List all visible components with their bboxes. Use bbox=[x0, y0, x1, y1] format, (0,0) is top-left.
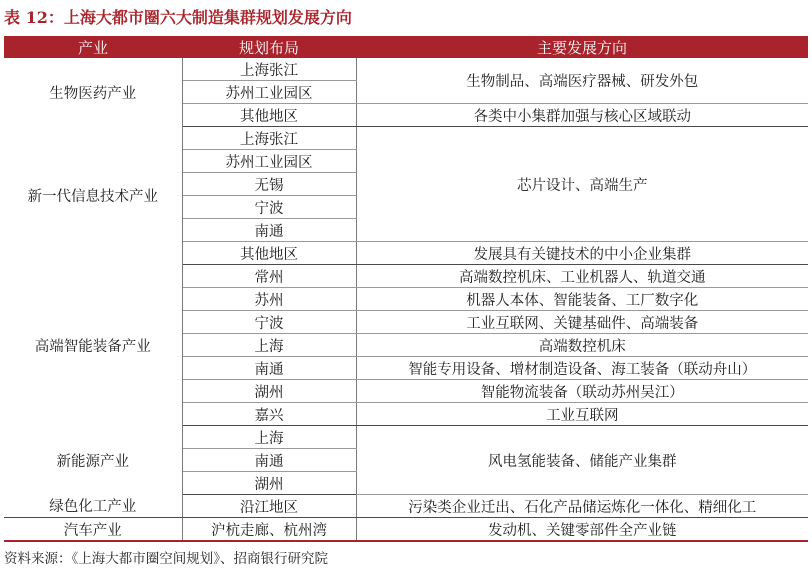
layout-cell: 湖州 bbox=[182, 380, 356, 403]
layout-cell: 上海张江 bbox=[182, 58, 356, 81]
table-row bbox=[4, 265, 808, 288]
layout-cell: 其他地区 bbox=[182, 104, 356, 127]
header-industry: 产业 bbox=[4, 36, 182, 58]
direction-cell: 工业互联网 bbox=[356, 403, 808, 426]
header-layout: 规划布局 bbox=[182, 36, 356, 58]
direction-cell: 各类中小集群加强与核心区域联动 bbox=[356, 104, 808, 127]
industry-cell: 生物医药产业 bbox=[4, 58, 182, 127]
direction-cell: 污染类企业迁出、石化产品储运炼化一体化、精细化工 bbox=[356, 495, 808, 518]
direction-cell: 发展具有关键技术的中小企业集群 bbox=[356, 242, 808, 265]
layout-cell: 其他地区 bbox=[182, 242, 356, 265]
layout-cell: 南通 bbox=[182, 449, 356, 472]
direction-cell: 芯片设计、高端生产 bbox=[356, 127, 808, 242]
table-row bbox=[4, 58, 808, 81]
direction-cell: 生物制品、高端医疗器械、研发外包 bbox=[356, 58, 808, 104]
direction-cell: 智能物流装备（联动苏州吴江） bbox=[356, 380, 808, 403]
header-direction: 主要发展方向 bbox=[356, 36, 808, 58]
industry-cell: 绿色化工产业 bbox=[4, 495, 182, 518]
direction-cell: 高端数控机床 bbox=[356, 334, 808, 357]
layout-cell: 南通 bbox=[182, 357, 356, 380]
layout-cell: 南通 bbox=[182, 219, 356, 242]
direction-cell: 发动机、关键零部件全产业链 bbox=[356, 518, 808, 542]
layout-cell: 沪杭走廊、杭州湾 bbox=[182, 518, 356, 542]
layout-cell: 湖州 bbox=[182, 472, 356, 495]
table-title: 表 12：上海大都市圈六大制造集群规划发展方向 bbox=[4, 8, 352, 27]
industry-cell: 汽车产业 bbox=[4, 518, 182, 542]
layout-cell: 无锡 bbox=[182, 173, 356, 196]
industry-cell: 高端智能装备产业 bbox=[4, 265, 182, 426]
table-body bbox=[4, 58, 808, 541]
layout-cell: 上海 bbox=[182, 334, 356, 357]
layout-cell: 上海 bbox=[182, 426, 356, 449]
layout-cell: 上海张江 bbox=[182, 127, 356, 150]
table-header-row bbox=[4, 36, 808, 58]
layout-cell: 苏州工业园区 bbox=[182, 81, 356, 104]
layout-cell: 常州 bbox=[182, 265, 356, 288]
cluster-table bbox=[4, 36, 808, 542]
layout-cell: 宁波 bbox=[182, 311, 356, 334]
direction-cell: 智能专用设备、增材制造设备、海工装备（联动舟山） bbox=[356, 357, 808, 380]
industry-cell: 新能源产业 bbox=[4, 426, 182, 495]
direction-cell: 工业互联网、关键基础件、高端装备 bbox=[356, 311, 808, 334]
industry-cell: 新一代信息技术产业 bbox=[4, 127, 182, 265]
table-row bbox=[4, 127, 808, 150]
direction-cell: 风电氢能装备、储能产业集群 bbox=[356, 426, 808, 495]
direction-cell: 高端数控机床、工业机器人、轨道交通 bbox=[356, 265, 808, 288]
layout-cell: 嘉兴 bbox=[182, 403, 356, 426]
table-row bbox=[4, 426, 808, 449]
table-row bbox=[4, 495, 808, 518]
layout-cell: 宁波 bbox=[182, 196, 356, 219]
layout-cell: 苏州 bbox=[182, 288, 356, 311]
layout-cell: 苏州工业园区 bbox=[182, 150, 356, 173]
source-note: 资料来源：《上海大都市圈空间规划》、招商银行研究院 bbox=[4, 551, 328, 567]
table-row bbox=[4, 518, 808, 542]
direction-cell: 机器人本体、智能装备、工厂数字化 bbox=[356, 288, 808, 311]
layout-cell: 沿江地区 bbox=[182, 495, 356, 518]
